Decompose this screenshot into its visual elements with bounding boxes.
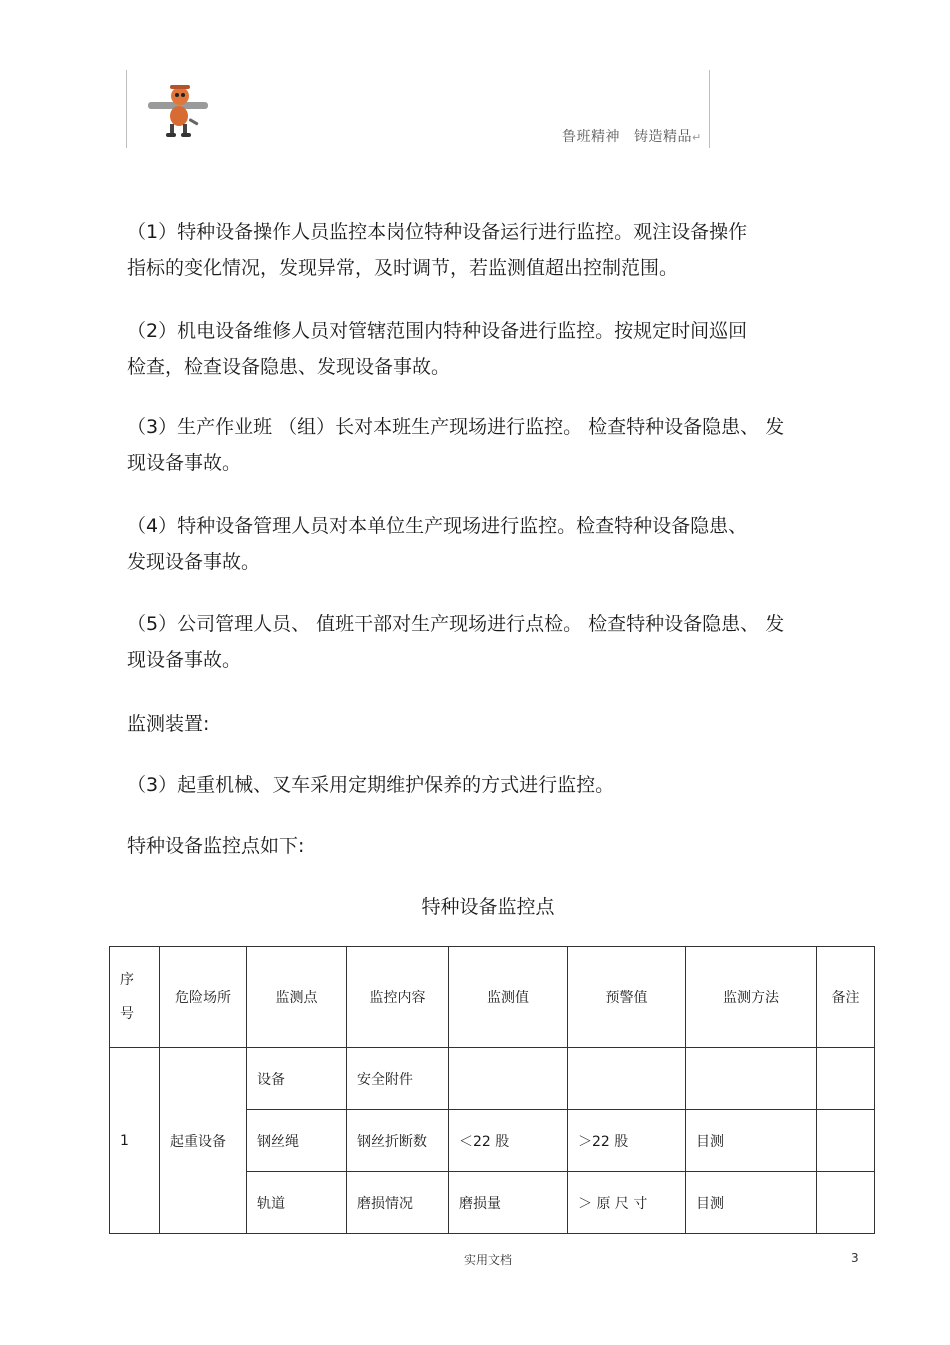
header-warning: 预警值 <box>568 947 686 1048</box>
cell-value <box>449 1048 568 1110</box>
cell-warning: ＞ 原 尺 寸 <box>568 1172 686 1234</box>
header-place: 危险场所 <box>160 947 247 1048</box>
cell-note <box>817 1048 875 1110</box>
cell-content: 磨损情况 <box>347 1172 449 1234</box>
header-note: 备注 <box>817 947 875 1048</box>
motto-part2: 铸造精品 <box>634 129 692 145</box>
paragraph-line: （3）起重机械、叉车采用定期维护保养的方式进行监控。 <box>127 774 615 796</box>
cell-note <box>817 1110 875 1172</box>
header-content: 监控内容 <box>347 947 449 1048</box>
paragraph-line: 现设备事故。 <box>127 649 242 671</box>
cell-value: 磨损量 <box>449 1172 568 1234</box>
paragraph-crane <box>127 767 867 803</box>
header-right-rule <box>709 70 710 148</box>
paragraph-line: （1）特种设备操作人员监控本岗位特种设备运行进行监控。观注设备操作 <box>127 221 748 243</box>
monitoring-device-heading <box>127 706 867 742</box>
cell-method <box>686 1048 817 1110</box>
table-row <box>110 1048 875 1110</box>
header-motto <box>562 126 702 146</box>
header-point: 监测点 <box>247 947 347 1048</box>
paragraph-4 <box>127 508 867 580</box>
cell-point: 钢丝绳 <box>247 1110 347 1172</box>
cell-method: 目测 <box>686 1110 817 1172</box>
paragraph-line: 检查，检查设备隐患、发现设备事故。 <box>127 356 451 378</box>
header-method: 监测方法 <box>686 947 817 1048</box>
cell-value: ＜22 股 <box>449 1110 568 1172</box>
paragraph-line: （5）公司管理人员、 值班干部对生产现场进行点检。 检查特种设备隐患、 发 <box>127 613 785 635</box>
cell-note <box>817 1172 875 1234</box>
paragraph-line: 发现设备事故。 <box>127 551 261 573</box>
cell-method: 目测 <box>686 1172 817 1234</box>
paragraph-line: 现设备事故。 <box>127 452 242 474</box>
page-number: 3 <box>851 1251 859 1265</box>
paragraph-line: 指标的变化情况，发现异常，及时调节，若监测值超出控制范围。 <box>127 257 679 279</box>
monitoring-points-intro <box>127 828 867 864</box>
cell-content: 安全附件 <box>347 1048 449 1110</box>
paragraph-line: 特种设备监控点如下: <box>127 835 305 857</box>
table-header-row <box>110 947 875 1048</box>
paragraph-line: （2）机电设备维修人员对管辖范围内特种设备进行监控。按规定时间巡回 <box>127 320 748 342</box>
paragraph-line: 监测装置: <box>127 713 210 735</box>
paragraph-1 <box>127 214 867 286</box>
header-no-line1: 序 <box>120 972 134 988</box>
cell-point: 轨道 <box>247 1172 347 1234</box>
paragraph-3 <box>127 409 867 481</box>
motto-part1: 鲁班精神 <box>562 129 620 145</box>
header-no-line2: 号 <box>120 1006 134 1022</box>
worker-mascot-logo <box>146 80 212 140</box>
header-left-rule <box>126 70 127 148</box>
cell-warning: ＞22 股 <box>568 1110 686 1172</box>
return-mark: ↵ <box>692 131 702 144</box>
table-title: 特种设备监控点 <box>421 896 555 918</box>
paragraph-2 <box>127 313 867 385</box>
cell-no: 1 <box>110 1048 160 1234</box>
cell-place: 起重设备 <box>160 1048 247 1234</box>
header-value: 监测值 <box>449 947 568 1048</box>
monitoring-points-table <box>109 946 875 1234</box>
header-no <box>110 947 160 1048</box>
cell-point: 设备 <box>247 1048 347 1110</box>
paragraph-line: （3）生产作业班 （组）长对本班生产现场进行监控。 检查特种设备隐患、 发 <box>127 416 785 438</box>
paragraph-5 <box>127 606 867 678</box>
footer-label: 实用文档 <box>463 1253 512 1267</box>
paragraph-line: （4）特种设备管理人员对本单位生产现场进行监控。检查特种设备隐患、 <box>127 515 748 537</box>
cell-content: 钢丝折断数 <box>347 1110 449 1172</box>
cell-warning <box>568 1048 686 1110</box>
